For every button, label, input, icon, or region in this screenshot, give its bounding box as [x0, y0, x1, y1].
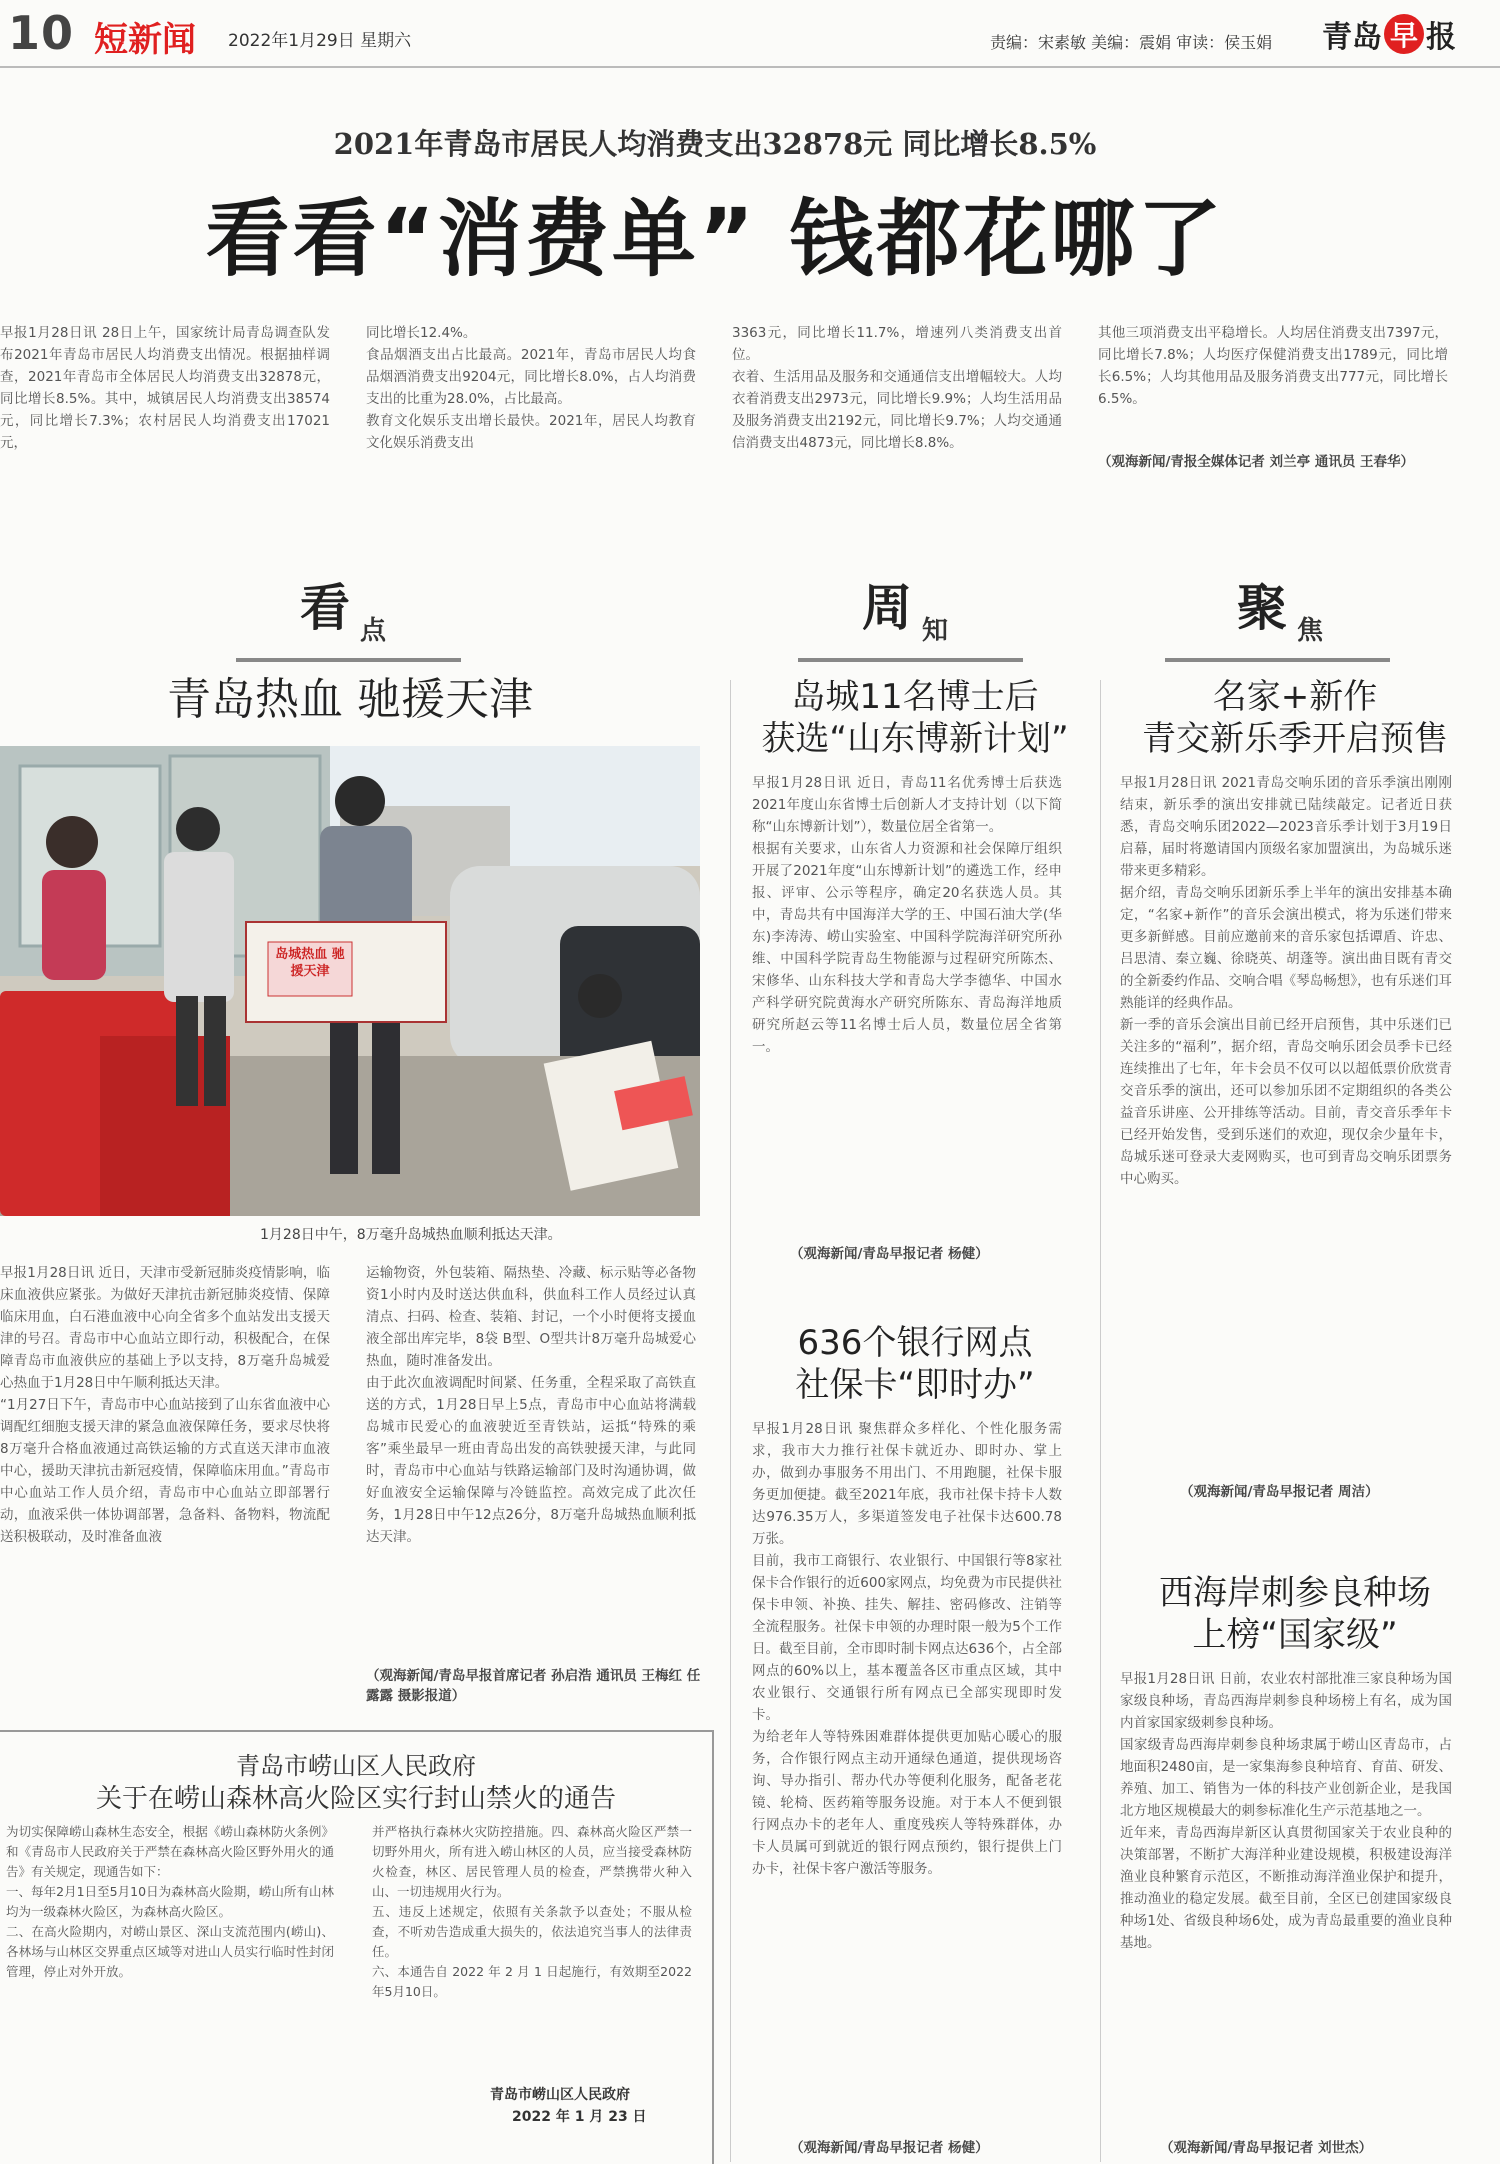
bank-body: 早报1月28日讯 聚焦群众多样化、个性化服务需求，我市大力推行社保卡就近办、即时办、掌上办，做到办事服务不用出门、不用跑腿，社保卡服务更加便捷。截至2021年底，我市社保卡持卡人数达976.35万人，多渠道签发电子社保卡达600.78万张。 目前，我市工商银行、农业银行、中国银行等8家社保卡合作银行的近600家网点，均免费为市民提供社保卡申领、补换、挂失、解挂、密码修改、注销等全流程服务。社保卡申领的办理时限一般为5个工作日。截至目前，全市即时制卡网点达636个，占全部网点的60%以上，基本覆盖各区市重点区域，其中农业银行、交通银行所有网点已全部实现即时发卡。 为给老年人等特殊困难群体提供更加贴心暖心的服务，合作银行网点主动开通绿色通道，提供现场咨询、导办指引、帮办代办等便利化服务，配备老花镜、轮椅、医药箱等服务设施。对于本人不便到银行网点办卡的老年人、重度残疾人等特殊群体，办卡人员属可到就近的银行网点预约，银行提供上门办卡，社保卡客户激活等服务。 [752, 1421, 1062, 1877]
page-header [0, 0, 1500, 68]
section-head-small: 焦 [1297, 616, 1324, 646]
section-name: 短新闻 [94, 20, 196, 60]
concert-title-line1: 名家+新作 [1212, 677, 1378, 717]
notice-title: 关于在崂山森林高火险区实行封山禁火的通告 [95, 1784, 616, 1814]
notice-issuer: 青岛市崂山区人民政府 [236, 1752, 476, 1780]
column-divider [1100, 680, 1101, 2162]
blood-column-1: 早报1月28日讯 近日，天津市受新冠肺炎疫情影响，临床血液供应紧张。为做好天津抗击新冠肺炎疫情、保障临床用血，白石港血液中心向全省多个血站发出支援天津的号召。青岛市中心血站立即行动，积极配合，在保障青岛市血液供应的基础上予以支持，8万毫升岛城爱心热血于1月28日中午顺利抵达天津。 “1月27日下午，青岛市中心血站接到了山东省血液中心调配红细胞支援天津的紧急血液保障任务，要求尽快将8万毫升合格血液通过高铁运输的方式直送天津市血液中心，援助天津抗击新冠疫情，保障临床用血。”青岛市中心血站工作人员介绍，青岛市中心血站立即部署行动，血液采供一体协调部署，急备料、备物料，物流配送积极联动，及时准备血液 [0, 1265, 330, 1545]
postdoc-title-line1: 岛城11名博士后 [791, 677, 1039, 717]
lead-column-4: 其他三项消费支出平稳增长。人均居住消费支出7397元，同比增长7.8%；人均医疗保健消费支出1789元，同比增长6.5%；人均其他用品及服务消费支出777元，同比增长6.5%。 [1098, 325, 1448, 407]
editor-credits: 责编：宋素敏 美编：震娟 审读：侯玉娟 [990, 33, 1273, 52]
section-head-zhouzhi [798, 568, 1023, 662]
section-head-kandian [236, 568, 461, 662]
lead-credit: （观海新闻/青报全媒体记者 刘兰亭 通讯员 王春华） [1098, 454, 1415, 470]
seacucumber-credit: （观海新闻/青岛早报记者 刘世杰） [1160, 2140, 1373, 2156]
section-head-big: 周 [862, 579, 912, 637]
notice-column-1: 为切实保障崂山森林生态安全，根据《崂山森林防火条例》和《青岛市人民政府关于严禁在森林高火险区野外用火的通告》有关规定，现通告如下： 一、每年2月1日至5月10日为森林高火险期，崂山所有山林均为一级森林火险区，为森林高火险区。 二、在高火险期内，对崂山景区、深山支流范围内(崂山)、各林场与山林区交界重点区域等对进山人员实行临时性封闭管理，停止对外开放。 [6, 1824, 334, 1979]
section-rule [798, 658, 1023, 662]
logo-text-right: 报 [1426, 20, 1456, 55]
photo-caption: 1月28日中午，8万毫升岛城热血顺利抵达天津。 [260, 1227, 562, 1243]
lead-column-1: 早报1月28日讯 28日上午，国家统计局青岛调查队发布2021年青岛市居民人均消费支出情况。根据抽样调查，2021年青岛市全体居民人均消费支出32878元，同比增长8.5%。其中，城镇居民人均消费支出38574元，同比增长7.3%；农村居民人均消费支出17021元， [0, 325, 330, 451]
section-head-big: 看 [300, 579, 350, 637]
blood-column-2: 运输物资，外包装箱、隔热垫、冷藏、标示贴等必备物资1小时内及时送达供血科，供血科工作人员经过认真清点、扫码、检查、装箱、封记，一个小时便将支援血液全部出库完毕，8袋 B型、O型共计8万毫升岛城爱心热血，随时准备发出。 由于此次血液调配时间紧、任务重，全程采取了高铁直送的方式，1月28日早上5点，青岛市中心血站将满载岛城市民爱心的血液驶近至青铁站，运抵“特殊的乘客”乘坐最早一班由青岛出发的高铁驶援天津，与此同时，青岛市中心血站与铁路运输部门及时沟通协调，做好血液安全运输保障与冷链监控。高效完成了此次任务，1月28日中午12点26分，8万毫升岛城热血顺利抵达天津。 [366, 1265, 696, 1545]
logo-mark-icon: 早 [1384, 14, 1424, 54]
concert-credit: （观海新闻/青岛早报记者 周洁） [1180, 1484, 1379, 1500]
notice-column-2: 并严格执行森林火灾防控措施。四、森林高火险区严禁一切野外用火，所有进入崂山林区的人员，应当接受森林防火检查，林区、居民管理人员的检查，严禁携带火种入山、一切违规用火行为。 五、违反上述规定，依照有关条款予以查处；不服从检查，不听劝告造成重大损失的，依法追究当事人的法律责任。 六、本通告自 2022 年 2 月 1 日起施行，有效期至2022年5月10日。 [372, 1824, 692, 1999]
bank-title-line2: 社保卡“即时办” [795, 1365, 1035, 1405]
seacucumber-title-line1: 西海岸刺参良种场 [1159, 1573, 1431, 1613]
lead-column-2: 同比增长12.4%。 食品烟酒支出占比最高。2021年，青岛市居民人均食品烟酒消费支出9204元，同比增长8.0%，占人均消费支出的比重为28.0%，占比最高。 教育文化娱乐支出增长最快。2021年，居民人均教育文化娱乐消费支出 [366, 325, 696, 451]
bank-credit: （观海新闻/青岛早报记者 杨健） [790, 2140, 989, 2156]
notice-date: 2022 年 1 月 23 日 [512, 2109, 647, 2125]
blood-story-title: 青岛热血 驰援天津 [167, 674, 533, 725]
concert-body: 早报1月28日讯 2021青岛交响乐团的音乐季演出刚刚结束，新乐季的演出安排就已陆续敲定。记者近日获悉，青岛交响乐团2022—2023音乐季计划于3月19日启幕，届时将邀请国内顶级名家加盟演出，为岛城乐迷带来更多精彩。 据介绍，青岛交响乐团新乐季上半年的演出安排基本确定，“名家+新作”的音乐会演出模式，将为乐迷们带来更多新鲜感。目前应邀前来的音乐家包括谭盾、许忠、吕思清、秦立巍、徐晓英、胡蓬等。演出曲目既有青交的全新委约作品、交响合唱《琴岛畅想》，也有乐迷们耳熟能详的经典作品。 新一季的音乐会演出目前已经开启预售，其中乐迷们已关注多的“福利”，据介绍，青岛交响乐团会员季卡已经连续推出了七年，年卡会员不仅可以以超低票价欣赏青交音乐季的演出，还可以参加乐团不定期组织的各类公益音乐讲座、公开排练等活动。目前，青交音乐季年卡已经开始发售，受到乐迷们的欢迎，现仅余少量年卡，岛城乐迷可登录大麦网购买，也可到青岛交响乐团票务中心购买。 [1120, 775, 1452, 1187]
page-number: 10 [8, 6, 75, 60]
lead-kicker: 2021年青岛市居民人均消费支出32878元 同比增长8.5% [333, 127, 1097, 161]
section-head-small: 点 [360, 616, 387, 646]
postdoc-credit: （观海新闻/青岛早报记者 杨健） [790, 1246, 989, 1262]
section-head-big: 聚 [1237, 579, 1287, 637]
lead-column-3: 3363元，同比增长11.7%，增速列八类消费支出首位。 衣着、生活用品及服务和交通通信支出增幅较大。人均衣着消费支出2973元，同比增长9.9%；人均生活用品及服务消费支出2192元，同比增长9.7%；人均交通通信消费支出4873元，同比增长8.8%。 [732, 325, 1062, 451]
newspaper-logo [1322, 12, 1490, 56]
section-rule [236, 658, 461, 662]
column-divider [730, 680, 731, 2162]
concert-title-line2: 青交新乐季开启预售 [1142, 719, 1448, 759]
logo-text-left: 青岛 [1322, 20, 1382, 55]
lead-headline: 看看“消费单” 钱都花哪了 [205, 190, 1225, 288]
postdoc-title-line2: 获选“山东博新计划” [761, 719, 1069, 759]
seacucumber-body: 早报1月28日讯 日前，农业农村部批准三家良种场为国家级良种场，青岛西海岸刺参良种场榜上有名，成为国内首家国家级刺参良种场。 国家级青岛西海岸刺参良种场隶属于崂山区青岛市，占地面积2480亩，是一家集海参良种培育、育苗、研发、养殖、加工、销售为一体的科技产业创新企业，是我国北方地区规模最大的刺参标准化生产示范基地之一。 近年来，青岛西海岸新区认真贯彻国家关于农业良种的决策部署，不断扩大海洋种业建设规模，积极建设海洋渔业良种繁育示范区，不断推动海洋渔业保护和提升，推动渔业的稳定发展。截至目前，全区已创建国家级良种场1处、省级良种场6处，成为青岛最重要的渔业良种基地。 [1120, 1671, 1452, 1951]
photo-box-label: 岛城热血 驰援天津 [275, 947, 345, 979]
section-rule [1165, 658, 1390, 662]
seacucumber-title-line2: 上榜“国家级” [1192, 1615, 1398, 1655]
issue-date: 2022年1月29日 星期六 [228, 31, 412, 51]
bank-title-line1: 636个银行网点 [797, 1323, 1033, 1363]
postdoc-body: 早报1月28日讯 近日，青岛11名优秀博士后获选2021年度山东省博士后创新人才支持计划（以下简称“山东博新计划”），数量位居全省第一。 根据有关要求，山东省人力资源和社会保障厅组织开展了2021年度“山东博新计划”的遴选工作，经申报、评审、公示等程序，确定20名获选人员。其中，青岛共有中国海洋大学的王、中国石油大学(华东)李涛涛、崂山实验室、中国科学院海洋研究所孙维、中国科学院青岛生物能源与过程研究所陈杰、宋修华、山东科技大学和青岛大学李德华、中国水产科学研究院黄海水产研究所陈东、青岛海洋地质研究所赵云等11名博士后人员，数量位居全省第一。 [752, 775, 1062, 1055]
blood-delivery-photo [0, 746, 700, 1216]
photo-illustration [0, 746, 700, 1216]
notice-signature: 青岛市崂山区人民政府 [490, 2087, 630, 2103]
section-head-small: 知 [922, 616, 949, 646]
blood-credit: （观海新闻/青岛早报首席记者 孙启浩 通讯员 王梅红 任露露 摄影报道） [366, 1668, 701, 1704]
section-head-jujiao [1165, 568, 1390, 662]
